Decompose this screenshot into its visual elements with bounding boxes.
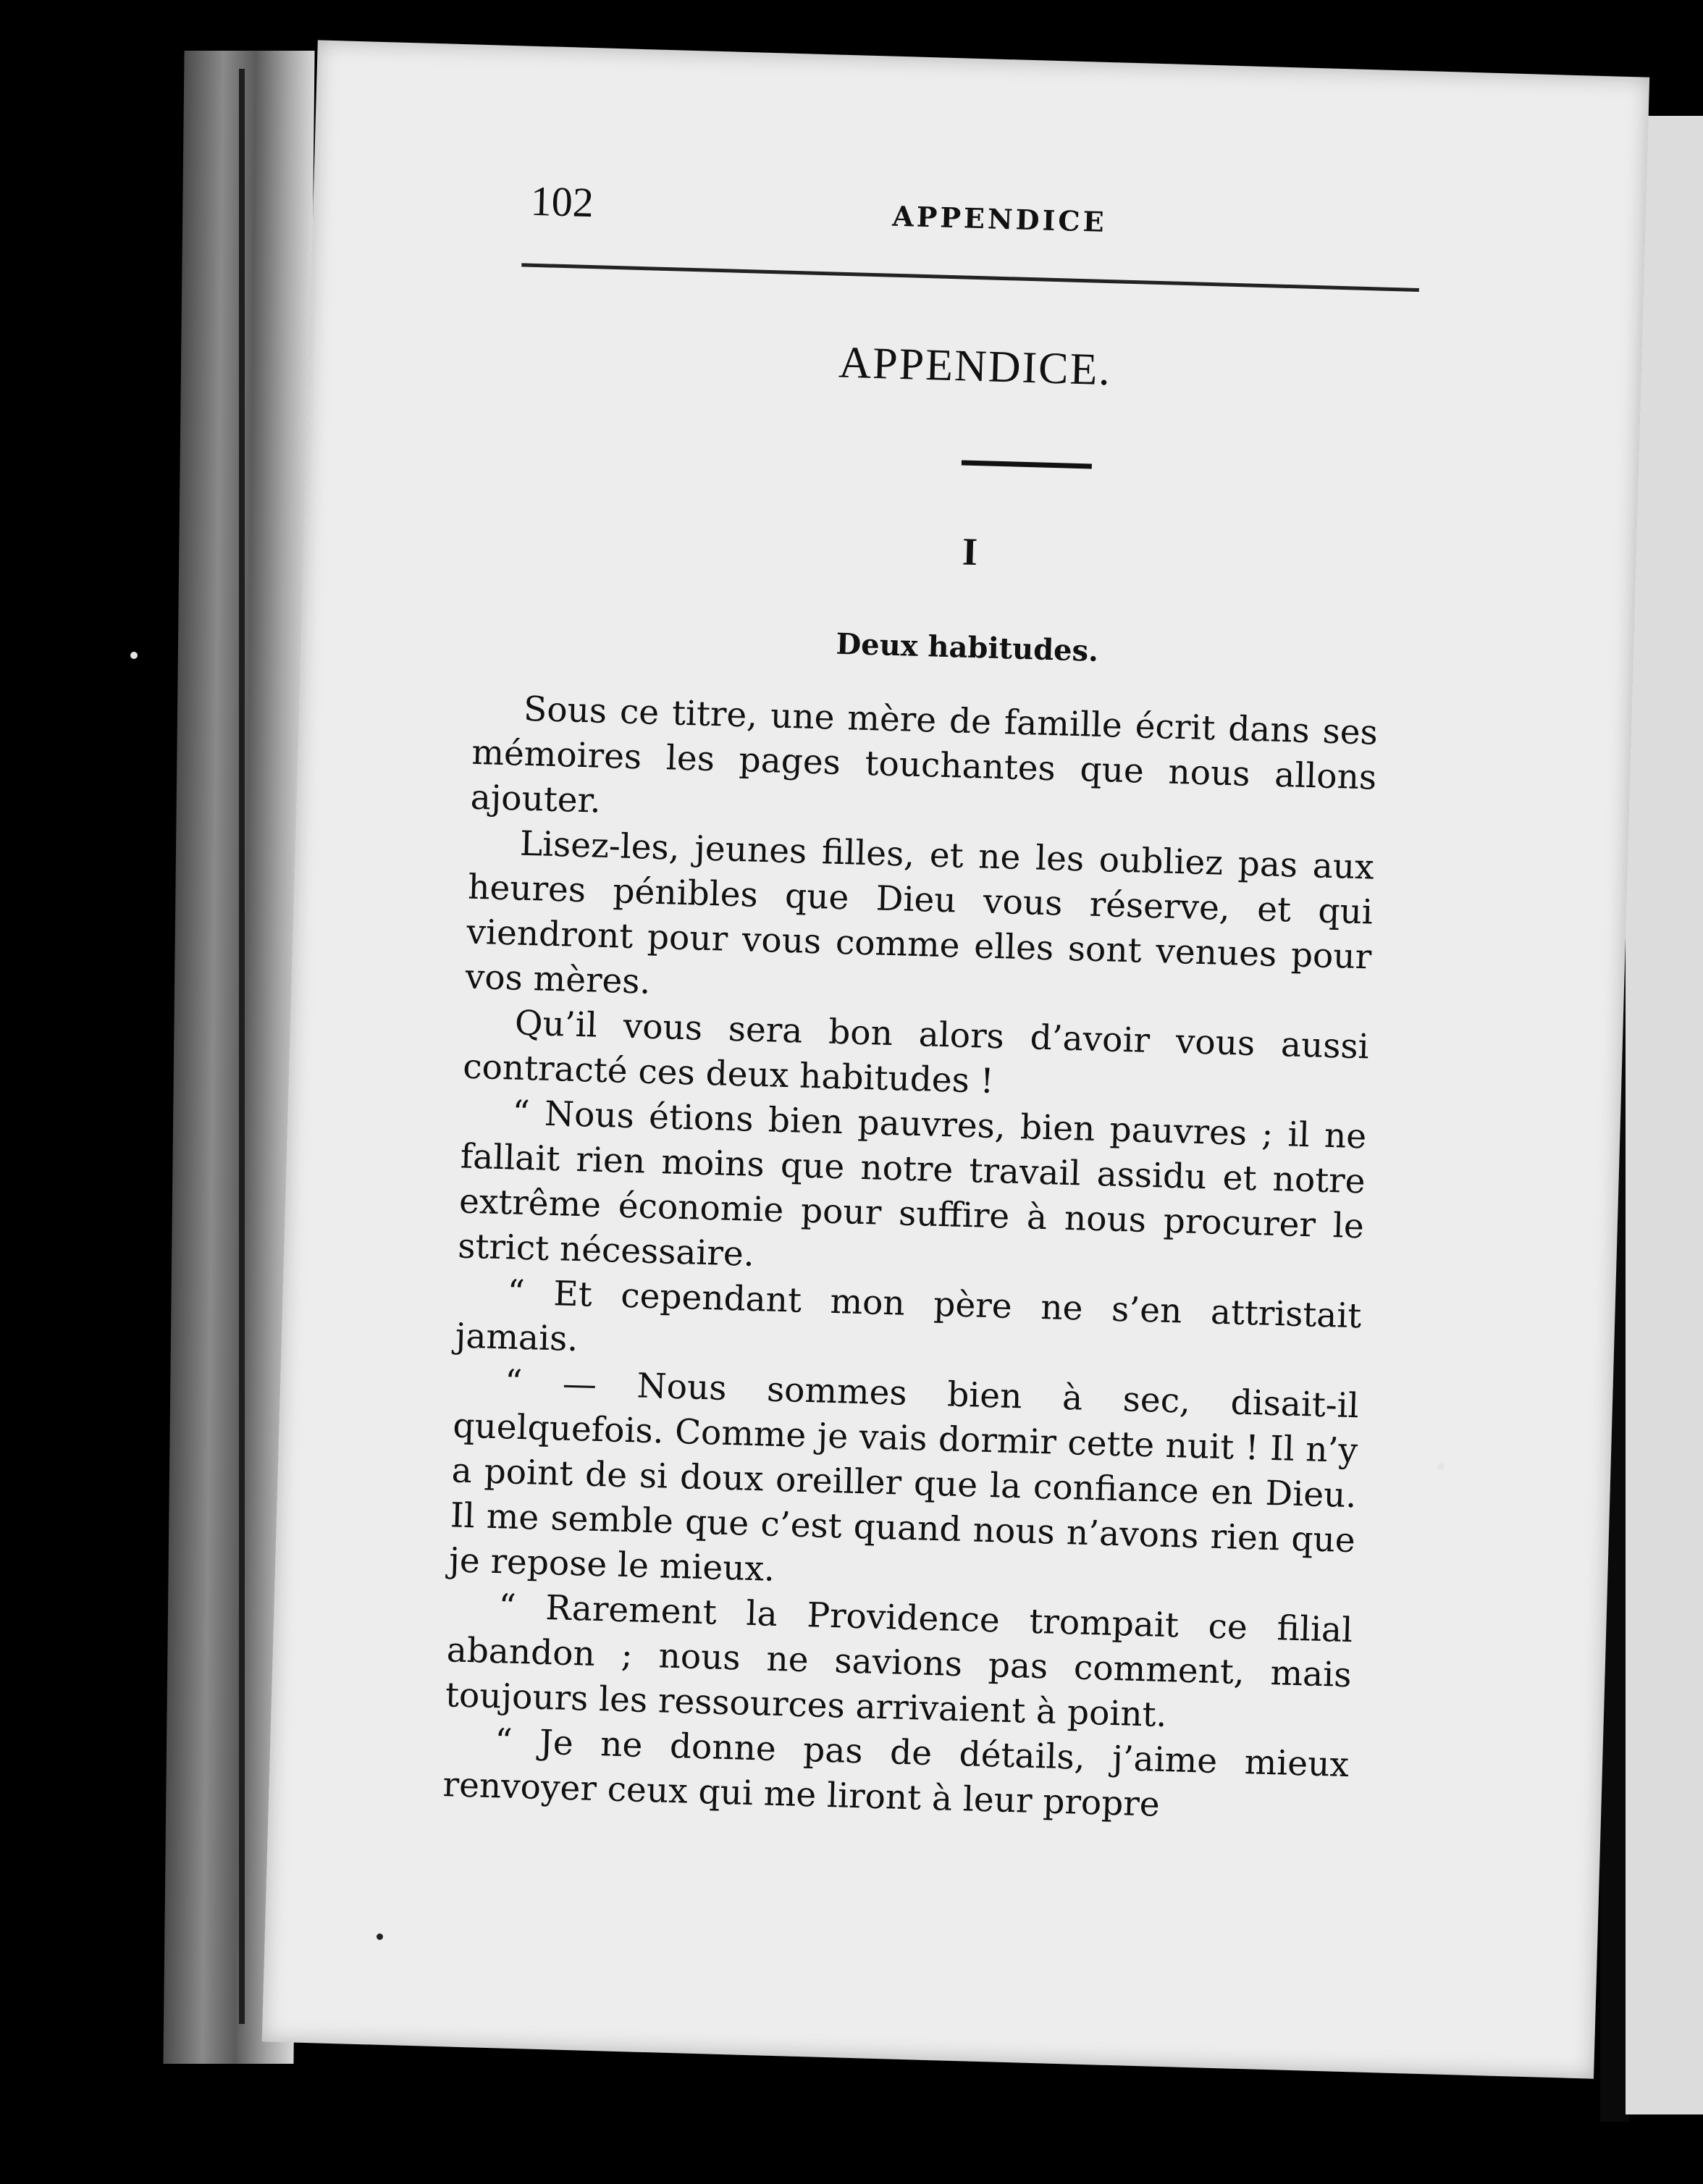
running-head: APPENDICE <box>891 199 1108 238</box>
paragraph: Sous ce titre, une mère de famille écrit dans ses mémoires les pages touchantes que nous allons ajouter. <box>469 689 1379 821</box>
paragraph: “ Nous étions bien pauvres, bien pauvres ; il ne fallait rien moins que notre travail assidu et notre extrême économie pour suffire à nous procurer le strict nécessaire. <box>457 1093 1367 1274</box>
paragraph: “ — Nous sommes bien à sec, disait-il quelquefois. Comme je vais dormir cette nuit ! Il n’y a point de si doux oreiller que la confiance en Dieu. Il me semble que c’est quand nous n’avons rien que je repose le mieux. <box>448 1362 1360 1589</box>
paragraph: “ Rarement la Providence trompait ce filial abandon ; nous ne savions pas comment, mais toujours les ressources arrivaient à point. <box>445 1587 1353 1736</box>
section-numeral: I <box>962 529 978 574</box>
page-number: 102 <box>529 177 594 227</box>
scan-speck <box>377 1933 383 1940</box>
scan-speck <box>1437 1463 1445 1470</box>
paragraph: “ Je ne donne pas de détails, j’aime mieux renvoyer ceux qui me liront à leur propre <box>442 1721 1350 1825</box>
page-edge-shadow <box>239 69 245 2024</box>
title-rule <box>962 460 1092 469</box>
header-rule <box>521 263 1419 292</box>
book-page <box>262 40 1649 2078</box>
paragraph: “ Et cependant mon père ne s’en attristait jamais. <box>455 1272 1363 1360</box>
body-text <box>442 686 1379 1833</box>
page-header <box>530 177 1473 261</box>
paragraph: Lisez-les, jeunes filles, et ne les oubliez pas aux heures pénibles que Dieu vous réserve, et qui viendront pour vous comme elles sont venues pour vos mères. <box>465 823 1375 1002</box>
section-title: Deux habitudes. <box>835 626 1099 668</box>
scan-speck <box>130 652 138 659</box>
chapter-title: APPENDICE. <box>838 337 1112 395</box>
paragraph: Qu’il vous sera bon alors d’avoir vous aussi contracté ces deux habitudes ! <box>462 1003 1370 1102</box>
